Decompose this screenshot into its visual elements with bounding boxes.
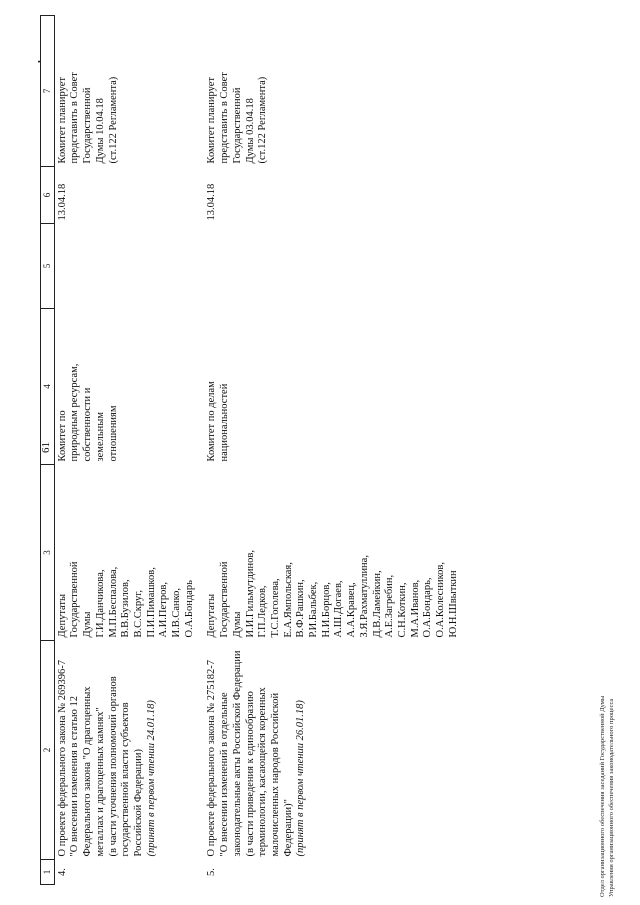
- bill-title-line: Российской Федерации): [132, 749, 144, 857]
- column-header: 5: [41, 224, 55, 309]
- author-line: Депутаты: [56, 593, 68, 638]
- bill-title-line: О проекте федерального закона № 269396-7: [56, 659, 68, 857]
- top-mark: •: [35, 60, 44, 63]
- authors-cell: [204, 465, 468, 641]
- author-line: П.И.Пимашков,: [145, 567, 157, 638]
- bill-title-line: О проекте федерального закона № 275182-7: [206, 659, 218, 857]
- author-line: А.А.Кравец,: [346, 582, 358, 638]
- author-line: И.В.Санко,: [171, 587, 183, 638]
- column-header: 2: [41, 641, 55, 860]
- status-cell: [204, 16, 468, 167]
- bill-title-line: законодательные акты Российской Федерации: [231, 650, 243, 857]
- author-line: Е.А.Ямпольская,: [282, 562, 294, 638]
- table-row: [204, 16, 468, 885]
- status-line: Думы 03.04.18: [244, 98, 256, 164]
- empty-cell: [54, 224, 204, 309]
- committee-line: Комитет по делам: [206, 381, 218, 462]
- author-line: О.А.Колесников,: [435, 562, 447, 638]
- author-line: В.В.Бузилов,: [120, 579, 132, 638]
- author-line: Ю.Н.Швыткин: [447, 570, 459, 638]
- author-line: А.Ш.Догаев,: [333, 580, 345, 638]
- bill-title-line: (в части приведения к единообразию: [244, 691, 256, 857]
- author-line: Г.И.Данчикова,: [94, 569, 106, 638]
- row-number-cell: [54, 860, 204, 885]
- author-line: Н.И.Борцов,: [320, 582, 332, 638]
- committee-cell: [204, 309, 468, 465]
- date-cell: [204, 167, 468, 224]
- date-cell: [54, 167, 204, 224]
- committee-cell: [54, 309, 204, 465]
- status-line: Комитет планирует: [56, 77, 68, 164]
- author-line: М.А.Иванов,: [409, 579, 421, 638]
- status-line: представить в Совет: [219, 72, 231, 164]
- status-line: Государственной: [231, 87, 243, 164]
- date: 13.04.18: [206, 183, 218, 221]
- footer-line: Управления организационного обеспечения законодательного процесса: [608, 698, 615, 897]
- page-number: 61: [40, 442, 52, 453]
- status-line: (ст.122 Регламента): [107, 76, 119, 164]
- author-line: М.П.Беспалова,: [107, 566, 119, 638]
- date: 13.04.18: [56, 183, 68, 221]
- committee-line: собственности и: [82, 387, 94, 462]
- bill-title-line: малочисленных народов Российской: [269, 692, 281, 857]
- author-line: Р.И.Бальбек,: [308, 581, 320, 638]
- author-line: Государственной: [219, 561, 231, 638]
- bills-table: [40, 15, 469, 885]
- author-line: Думы: [231, 611, 243, 638]
- row-number-cell: [204, 860, 468, 885]
- author-line: О.А.Бондарь: [183, 580, 195, 638]
- authors-cell: [54, 465, 204, 641]
- committee-line: Комитет по: [56, 410, 68, 462]
- column-header: 1: [41, 860, 55, 885]
- committee-line: природным ресурсам,: [69, 363, 81, 462]
- reading-note: (принят в первом чтении 24.01.18): [145, 700, 157, 857]
- bill-title-line: "О внесении изменений в отдельные: [219, 692, 231, 857]
- author-line: Г.П.Ледков,: [257, 585, 269, 638]
- row-number: 5.: [206, 868, 218, 876]
- column-header: 3: [41, 465, 55, 641]
- author-line: Думы: [82, 611, 94, 638]
- column-header: 4: [41, 309, 55, 465]
- row-number: 4.: [56, 868, 68, 876]
- author-line: А.Е.Загребин,: [384, 574, 396, 638]
- committee-line: национальностей: [219, 383, 231, 462]
- bill-title-line: терминологии, касающейся коренных: [257, 687, 269, 857]
- footer-line: Отдел организационного обеспечения заседаний Государственной Думы: [599, 695, 606, 897]
- author-line: Государственной: [69, 561, 81, 638]
- bill-title-cell: [54, 641, 204, 860]
- reading-note: (принят в первом чтении 26.01.18): [295, 700, 307, 857]
- bill-title-line: "О внесении изменения в статью 12: [69, 695, 81, 857]
- column-header: 6: [41, 167, 55, 224]
- column-number-row: [41, 16, 55, 885]
- author-line: В.Ф.Рашкин,: [295, 579, 307, 638]
- footer: [598, 696, 616, 897]
- author-line: О.А.Бондарь,: [422, 577, 434, 638]
- author-line: С.Н.Коткин,: [396, 582, 408, 638]
- bill-title-cell: [204, 641, 468, 860]
- author-line: Депутаты: [206, 593, 218, 638]
- status-line: (ст.122 Регламента): [257, 76, 269, 164]
- bill-title-line: (в части уточнения полномочий органов: [107, 676, 119, 857]
- author-line: А.И.Петров,: [158, 582, 170, 638]
- bill-title-line: государственной власти субъектов: [120, 702, 132, 857]
- author-line: В.С.Скруг,: [132, 590, 144, 638]
- column-header: 7: [41, 16, 55, 167]
- bill-title-line: Федерального закона "О драгоценных: [82, 686, 94, 857]
- bill-title-line: Федерации)": [282, 799, 294, 857]
- author-line: И.И.Гильмутдинов,: [244, 550, 256, 638]
- status-line: Думы 10.04.18: [94, 98, 106, 164]
- table-row: [54, 16, 204, 885]
- status-line: представить в Совет: [69, 72, 81, 164]
- bill-title-line: металлах и драгоценных камнях": [94, 707, 106, 857]
- committee-line: земельным: [94, 412, 106, 462]
- empty-cell: [204, 224, 468, 309]
- status-line: Государственной: [82, 87, 94, 164]
- committee-line: отношениям: [107, 405, 119, 462]
- status-cell: [54, 16, 204, 167]
- author-line: Д.В.Ламейкин,: [371, 570, 383, 638]
- author-line: Т.С.Гоголева,: [269, 578, 281, 638]
- status-line: Комитет планирует: [206, 77, 218, 164]
- author-line: З.Я.Рахматуллина,: [358, 555, 370, 638]
- table-body: [54, 16, 468, 885]
